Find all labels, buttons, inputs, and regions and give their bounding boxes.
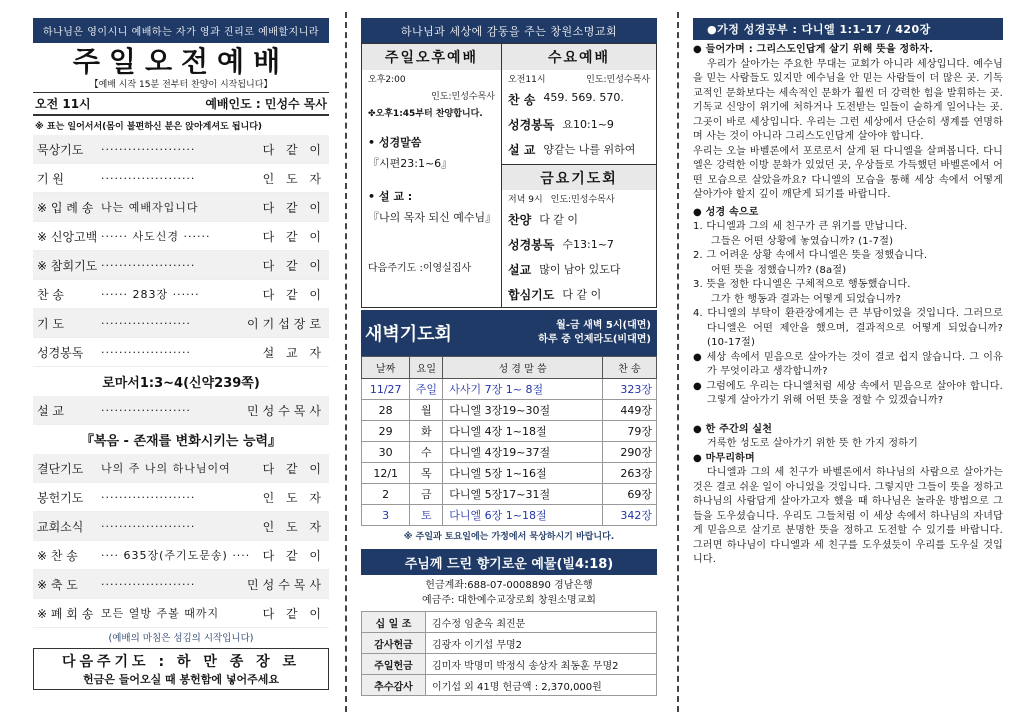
verse-cell: 다니엘 3장19~30절 xyxy=(443,400,603,421)
dawn-time-1: 월-금 새벽 5시(대면) xyxy=(556,320,651,331)
order-row xyxy=(33,164,329,193)
order-label xyxy=(37,170,101,187)
order-label: 설 교 xyxy=(37,403,64,418)
hymn-cell: 342장 xyxy=(602,505,656,526)
verse-cell: 다니엘 4장19~37절 xyxy=(443,442,603,463)
order-detail: ···················· xyxy=(101,345,191,359)
detail-key: 설 교 xyxy=(508,143,536,157)
table-header-cell: 성 경 말 씀 xyxy=(443,357,603,379)
question-number: 1. xyxy=(693,221,703,232)
table-row xyxy=(362,442,657,463)
order-mark: ※ xyxy=(37,229,48,244)
order-label xyxy=(37,489,101,506)
order-person: 다 같 이 xyxy=(262,142,325,157)
weekly-services-column xyxy=(361,18,657,696)
table-row xyxy=(362,400,657,421)
date-cell: 12/1 xyxy=(362,463,410,484)
order-name: 참회기도 xyxy=(50,258,98,273)
services-grid xyxy=(361,43,657,308)
weekday-cell: 목 xyxy=(410,463,443,484)
detail-value: 다 같 이 xyxy=(562,288,602,301)
date-cell: 29 xyxy=(362,421,410,442)
order-person: 이기섭장로 xyxy=(247,316,325,331)
afternoon-next-prayer: 다음주기도 :이영실집사 xyxy=(368,263,472,274)
detail-value: 양같는 나를 위하여 xyxy=(543,143,636,156)
friday-time-leader xyxy=(502,190,656,207)
detail-key: 합심기도 xyxy=(508,288,555,302)
study-question xyxy=(693,380,1003,409)
offering-row xyxy=(362,654,657,675)
wednesday-time: 오전11시 xyxy=(508,75,546,85)
order-detail: 모든 열방 주볼 때까지 xyxy=(101,607,220,620)
detail-key: 찬양 xyxy=(508,213,532,227)
order-label xyxy=(37,315,101,332)
order-mark: ※ xyxy=(37,606,48,621)
friday-leader: 인도:민성수목사 xyxy=(550,195,615,205)
order-person: 설 교 자 xyxy=(262,345,325,360)
study-question xyxy=(693,351,1003,380)
offering-type: 추수감사 xyxy=(362,675,426,696)
service-time-leader xyxy=(33,93,329,116)
order-row xyxy=(33,280,329,309)
question-text: 세상 속에서 믿음으로 살아가는 것이 결코 쉽지 않습니다. 그 이유가 무엇이라고 생각합니까? xyxy=(706,351,1003,377)
order-name: 성경봉독 xyxy=(37,345,84,360)
weekday-cell: 금 xyxy=(410,484,443,505)
order-row xyxy=(33,570,329,599)
date-cell: 30 xyxy=(362,442,410,463)
table-header-row xyxy=(362,357,657,379)
offering-row xyxy=(362,633,657,654)
order-detail: ····················· xyxy=(101,490,196,504)
question-subtext: 어떤 뜻을 정했습니까? (8a절) xyxy=(711,264,847,276)
column-2-banner: 하나님과 세상에 감동을 주는 창원소명교회 xyxy=(361,18,657,43)
afternoon-sermon-label: • 설 교 : xyxy=(368,190,413,203)
friday-details xyxy=(502,207,656,307)
offering-title: 주님께 드린 향기로운 예물(빌4:18) xyxy=(361,549,657,575)
friday-service-title: 금요기도회 xyxy=(502,164,656,190)
service-detail-row xyxy=(502,257,656,282)
order-person: 인 도 자 xyxy=(262,490,325,505)
afternoon-time: 오후2:00 xyxy=(368,75,406,85)
next-prayer: 다음주기도 : 하 만 종 장 로 xyxy=(61,654,301,670)
question-text: 그 어려운 상황 속에서 다니엘은 뜻을 정했습니다. xyxy=(706,250,928,261)
hymn-cell: 79장 xyxy=(602,421,656,442)
question-subtext: 그들은 어떤 상황에 놓였습니까? (1-7절) xyxy=(711,235,894,247)
date-cell: 3 xyxy=(362,505,410,526)
bible-study-banner: ●가정 성경공부 : 다니엘 1:1-17 / 420장 xyxy=(693,18,1003,40)
order-detail: ····················· xyxy=(101,171,196,185)
order-person: 다 같 이 xyxy=(262,461,325,476)
order-of-worship-1 xyxy=(33,135,329,367)
order-label xyxy=(37,460,101,477)
afternoon-service-title: 주일오후예배 xyxy=(362,44,501,70)
detail-key: 성경봉독 xyxy=(508,238,555,252)
order-person: 다 같 이 xyxy=(262,229,325,244)
date-cell: 2 xyxy=(362,484,410,505)
intro-paragraph-2: 우리는 오늘 바벨론에서 포로로서 살게 된 다니엘을 살펴봅니다. 다니엘은 강력한 이방 문화가 있었던 곳, 우상들로 가득했던 바벨론에서 어떤 모습으로 살았을까요? 다니엘의 모습을 통해 세상 속에서 어떻게 살아가야 할지 깊이 깨닫게 되기를 바랍니다. xyxy=(693,145,1003,200)
study-question xyxy=(693,307,1003,351)
order-row xyxy=(33,338,329,367)
hymn-cell: 263장 xyxy=(602,463,656,484)
detail-key: 설교 xyxy=(508,263,532,277)
hymn-cell: 323장 xyxy=(602,379,656,400)
order-detail: ····················· xyxy=(101,258,196,272)
afternoon-verse: 『시편23:1~6』 xyxy=(368,157,453,170)
account-holder: 예금주: 대한예수교장로회 창원소명교회 xyxy=(422,595,596,606)
dawn-time-2: 하루 중 언제라도(비대면) xyxy=(538,334,651,345)
order-detail: ···· 635장(주기도문송) ···· xyxy=(101,549,251,562)
daily-reading-table xyxy=(361,356,657,526)
order-label xyxy=(37,344,101,361)
order-label xyxy=(37,228,101,245)
date-cell: 11/27 xyxy=(362,379,410,400)
bible-study-column xyxy=(693,18,1003,568)
dawn-prayer-banner xyxy=(361,310,657,356)
order-row xyxy=(33,512,329,541)
order-mark: ※ xyxy=(37,258,48,273)
order-row xyxy=(33,454,329,483)
table-row xyxy=(362,484,657,505)
order-label xyxy=(37,257,101,274)
detail-value: 요10:1~9 xyxy=(562,118,614,131)
verse-cell: 다니엘 4장 1~18절 xyxy=(443,421,603,442)
dawn-prayer-times xyxy=(481,319,657,347)
order-name: 입 례 송 xyxy=(50,200,94,215)
afternoon-sermon: 『나의 목자 되신 예수님』 xyxy=(368,211,497,224)
order-mark: ※ xyxy=(37,548,48,563)
order-detail: 나의 주 나의 하나님이여 xyxy=(101,462,231,475)
order-row xyxy=(33,483,329,512)
order-name: 폐 회 송 xyxy=(50,606,94,621)
question-number: 3. xyxy=(693,279,703,290)
closing-paragraph: 다니엘과 그의 세 친구가 바벨론에서 하나님의 사람으로 살아가는 것은 결코 쉬운 일이 아니었을 것입니다. 그렇지만 그들이 뜻을 정하고 하나님의 사람답게 살아가고자 했을 때 하나님은 놀라운 방법으로 그들을 도우셨습니다. 우리도 그들처럼 이 세상 속에서 하나님의 자녀답게 믿음으로 살기로 분명한 뜻을 정하고 도전할 수 있기를 바랍니다. 그러면 하나님이 다니엘과 세 친구를 도우셨듯이 우리를 도우실 것입니다. xyxy=(693,467,1003,565)
detail-value: 459. 569. 570. xyxy=(543,91,624,104)
order-row xyxy=(33,135,329,164)
weekday-cell: 월 xyxy=(410,400,443,421)
detail-key: 찬 송 xyxy=(508,93,536,107)
afternoon-verse-label: • 성경말씀 xyxy=(368,136,422,149)
order-person: 다 같 이 xyxy=(262,258,325,273)
weekday-cell: 수 xyxy=(410,442,443,463)
service-time: 오전 11시 xyxy=(35,97,91,111)
service-start-note: 【예배 시작 15분 전부터 찬양이 시작됩니다】 xyxy=(33,77,329,93)
order-detail: 나는 예배자입니다 xyxy=(101,201,199,214)
service-detail-row xyxy=(502,87,656,112)
order-label xyxy=(37,141,101,158)
order-person: 다 같 이 xyxy=(262,548,325,563)
order-label xyxy=(37,605,101,622)
order-mark: ※ xyxy=(37,200,48,215)
order-detail: ····················· xyxy=(101,577,196,591)
closing-heading: ● 마무리하며 xyxy=(693,452,755,464)
order-person: 다 같 이 xyxy=(262,606,325,621)
question-number: ● xyxy=(693,351,703,363)
column-divider-left xyxy=(345,12,347,712)
offering-table xyxy=(361,611,657,696)
order-detail: ····················· xyxy=(101,519,196,533)
offering-names: 김미자 박명미 박정식 송상자 최동훈 무명2 xyxy=(426,654,657,675)
wednesday-leader: 인도:민성수목사 xyxy=(586,75,650,85)
order-row xyxy=(33,396,329,425)
service-detail-row xyxy=(502,282,656,307)
offering-names: 이기섭 외 41명 헌금액 : 2,370,000원 xyxy=(426,675,657,696)
offering-names: 김광자 이기섭 무명2 xyxy=(426,633,657,654)
order-detail: ···················· xyxy=(101,316,191,330)
service-detail-row xyxy=(502,207,656,232)
offering-type: 십 일 조 xyxy=(362,612,426,633)
table-header-cell: 날짜 xyxy=(362,357,410,379)
offering-type: 감사헌금 xyxy=(362,633,426,654)
order-label xyxy=(37,547,101,564)
question-number: 2. xyxy=(693,250,703,261)
question-subtext: 그가 한 행동과 결과는 어떻게 되었습니까? xyxy=(711,293,902,305)
order-of-worship-2 xyxy=(33,454,329,628)
bible-study-content xyxy=(693,43,1003,568)
service-detail-row xyxy=(502,112,656,137)
service-detail-row xyxy=(502,232,656,257)
hymn-cell: 290장 xyxy=(602,442,656,463)
practice-heading: ● 한 주간의 실천 xyxy=(693,423,773,435)
table-row xyxy=(362,463,657,484)
study-question xyxy=(693,249,1003,264)
wednesday-service-title: 수요예배 xyxy=(502,44,656,70)
order-person: 민성수목사 xyxy=(247,577,325,592)
offering-instruction: 헌금은 들어오실 때 봉헌함에 넣어주세요 xyxy=(83,673,279,686)
order-row xyxy=(33,309,329,338)
order-label xyxy=(37,518,101,535)
question-text: 뜻을 정한 다니엘은 구체적으로 행동했습니다. xyxy=(706,279,911,290)
study-heading: ● 성경 속으로 xyxy=(693,206,759,218)
study-questions xyxy=(693,220,1003,409)
table-header-cell: 요일 xyxy=(410,357,443,379)
intro-paragraph-1: 우리가 살아가는 주요한 무대는 교회가 아니라 세상입니다. 예수님을 믿는 사람들도 있지만 예수님을 안 믿는 사람들이 더 많은 곳. 기독교적인 문화보다는 세속적인 문화가 훨씬 더 강력한 힘을 발휘하는 곳. 기독교 신앙이 위기에 처하거나 도전받는 일들이 숱하게 일어나는 곳. 그곳이 바로 세상입니다. 우리는 그런 세상에서 단순히 생계를 연명하며 사는 것이 아니라 그리스도인답게 살아야 합니다. xyxy=(693,58,1003,142)
order-name: 기 도 xyxy=(37,316,64,331)
bank-account: 헌금계좌:688-07-0008890 경남은행 xyxy=(425,580,593,591)
hymn-cell: 449장 xyxy=(602,400,656,421)
detail-key: 성경봉독 xyxy=(508,118,555,132)
study-question xyxy=(693,220,1003,235)
hymn-cell: 69장 xyxy=(602,484,656,505)
table-row xyxy=(362,379,657,400)
offering-names: 김수정 임춘옥 최진문 xyxy=(426,612,657,633)
offering-row xyxy=(362,612,657,633)
question-number: 4. xyxy=(693,308,703,319)
scripture-reference: 로마서1:3~4(신약239쪽) xyxy=(102,376,260,391)
order-person: 다 같 이 xyxy=(262,200,325,215)
friday-time: 저녁 9시 xyxy=(508,195,543,205)
verse-cell: 다니엘 6장 1~18절 xyxy=(443,505,603,526)
question-text: 그럼에도 우리는 다니엘처럼 세상 속에서 믿음으로 살아야 합니다. 그렇게 살아가기 위해 어떤 뜻을 정할 수 있겠습니까? xyxy=(706,380,1003,406)
practice-text: 거룩한 성도로 살아가기 위한 뜻 한 가지 정하기 xyxy=(707,438,918,449)
question-text: 다니엘의 부탁이 환관장에게는 큰 부담이었을 것입니다. 그러므로 다니엘은 어떤 제안을 했으며, 결과적으로 어떻게 되었습니까? (10-17절) xyxy=(707,308,1003,348)
order-name: 봉헌기도 xyxy=(37,490,84,505)
wednesday-time-leader xyxy=(502,70,656,87)
order-name: 신앙고백 xyxy=(50,229,98,244)
order-name: 찬 송 xyxy=(37,287,64,302)
order-row xyxy=(33,193,329,222)
order-detail: ······ 사도신경 ······ xyxy=(101,230,211,243)
order-name: 축 도 xyxy=(50,577,78,592)
wednesday-friday-services xyxy=(502,44,656,307)
weekday-cell: 토 xyxy=(410,505,443,526)
verse-cell: 사사기 7장 1~ 8절 xyxy=(443,379,603,400)
column-divider-right xyxy=(677,12,679,712)
morning-service-title: 주일오전예배 xyxy=(72,45,290,78)
table-header-cell: 찬 송 xyxy=(602,357,656,379)
verse-cell: 다니엘 5장17~31절 xyxy=(443,484,603,505)
order-name: 기 원 xyxy=(37,171,64,186)
dawn-prayer-title: 새벽기도회 xyxy=(365,324,452,345)
order-person: 인 도 자 xyxy=(262,171,325,186)
order-label xyxy=(37,286,101,303)
table-row xyxy=(362,421,657,442)
service-detail-row xyxy=(502,137,656,162)
order-name: 찬 송 xyxy=(50,548,78,563)
order-person: 다 같 이 xyxy=(262,287,325,302)
table-row xyxy=(362,505,657,526)
afternoon-service xyxy=(362,44,502,307)
order-row xyxy=(33,251,329,280)
order-name: 묵상기도 xyxy=(37,142,84,157)
study-question xyxy=(693,278,1003,293)
offering-row xyxy=(362,675,657,696)
sermon-title: 『복음 - 존재를 변화시키는 능력』 xyxy=(80,434,282,449)
weekday-cell: 주일 xyxy=(410,379,443,400)
morning-service-column xyxy=(33,18,329,690)
order-row xyxy=(33,599,329,628)
column-1-banner: 하나님은 영이시니 예배하는 자가 영과 진리로 예배할지니라 xyxy=(33,18,329,43)
order-person: 민성수목사 xyxy=(247,403,325,418)
service-leader: 예배인도 : 민성수 목사 xyxy=(205,97,327,111)
weekday-cell: 화 xyxy=(410,421,443,442)
order-detail: ···················· xyxy=(101,403,191,417)
standing-note: ※ 표는 일어서서(몸이 불편하신 분은 앉아계셔도 됩니다) xyxy=(35,122,263,132)
intro-heading: ● 들어가며 : 그리스도인답게 살기 위해 뜻을 정하자. xyxy=(693,44,934,55)
reading-note: ※ 주일과 토요일에는 가정에서 묵상하시기 바랍니다. xyxy=(403,532,615,542)
offering-type: 주일헌금 xyxy=(362,654,426,675)
order-detail: ······ 283장 ······ xyxy=(101,288,200,301)
wednesday-details xyxy=(502,87,656,162)
order-name: 결단기도 xyxy=(37,461,84,476)
question-text: 다니엘과 그의 세 친구가 큰 위기를 만납니다. xyxy=(706,221,908,232)
detail-value: 다 같 이 xyxy=(539,213,579,226)
detail-value: 많이 남아 있도다 xyxy=(539,263,621,276)
order-row xyxy=(33,541,329,570)
order-label xyxy=(37,576,101,593)
date-cell: 28 xyxy=(362,400,410,421)
order-detail: ····················· xyxy=(101,142,196,156)
order-person: 인 도 자 xyxy=(262,519,325,534)
next-week-box xyxy=(33,648,329,690)
order-row xyxy=(33,222,329,251)
afternoon-leader: 인도:민성수목사 xyxy=(431,92,495,102)
order-mark: ※ xyxy=(37,577,48,592)
question-number: ● xyxy=(693,380,703,392)
detail-value: 수13:1~7 xyxy=(562,238,614,251)
order-name: 교회소식 xyxy=(37,519,84,534)
afternoon-praise-note: ✤오후1:45부터 찬양합니다. xyxy=(368,109,483,119)
closing-note: (예배의 마침은 섬김의 시작입니다) xyxy=(108,633,254,644)
order-label xyxy=(37,199,101,216)
verse-cell: 다니엘 5장 1~16절 xyxy=(443,463,603,484)
